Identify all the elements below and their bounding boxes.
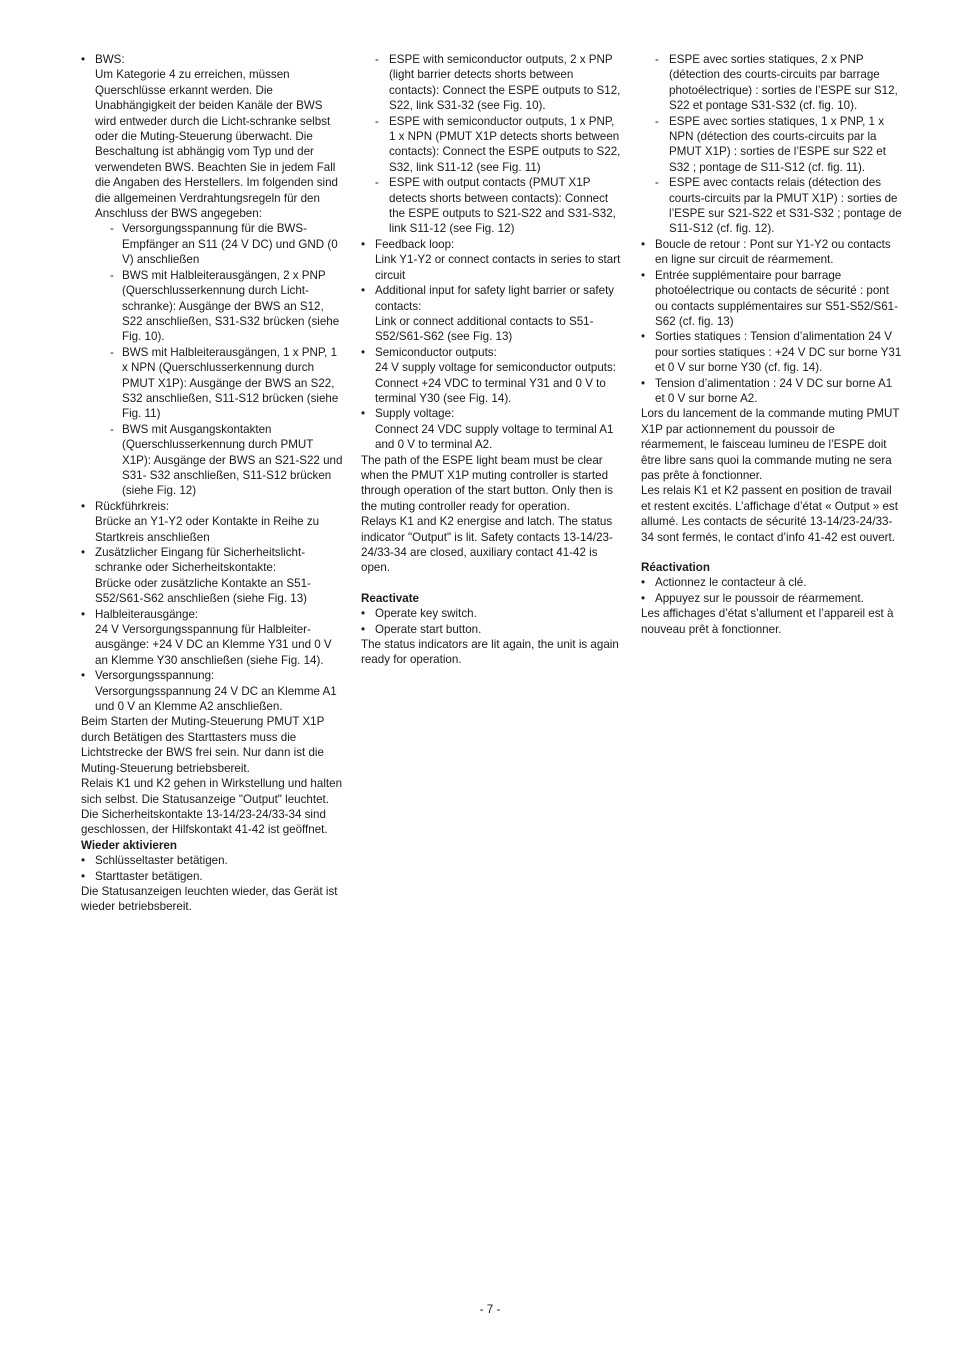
dash-item: - ESPE with semiconductor outputs, 1 x PNP, 1 x NPN (PMUT X1P detects shorts between contacts): Connect the ESPE outputs to S22, S32, link S11-12 (see Fig. 11)	[361, 114, 623, 176]
bullet-additional-input: • Entrée supplémentaire pour barrage photoélectrique ou contacts de sécurité : pont ou contacts supplémentaires sur S51-S52/S61-S62 (cf. fig. 13)	[641, 268, 903, 330]
additional-title: • Additional input for safety light barrier or safety contacts:	[375, 284, 615, 313]
reactivate-item: • Operate key switch.	[361, 606, 623, 621]
semi-title: • Halbleiterausgänge:	[95, 607, 199, 621]
paragraph-start: Beim Starten der Muting-Steuerung PMUT X1P durch Betätigen des Starttasters muss die Lichtstrecke der BWS frei sein. Nur dann ist die Muting-Steuerung betriebsbereit.	[81, 715, 325, 775]
spacer	[641, 545, 903, 560]
paragraph-relays: Relais K1 und K2 gehen in Wirkstellung und halten sich selbst. Die Statusanzeige "Output" leuchtet. Die Sicherheitskontakte 13-14/23-24/33-34 sind geschlossen, der Hilfskontakt 41-42 ist geöffnet.	[81, 777, 343, 837]
bullet-supply	[81, 668, 343, 714]
dash-item: - ESPE avec sorties statiques, 2 x PNP (détection des courts-circuits par barrage photoélectrique) : sorties de l’ESPE sur S12, S22 et pontage S31-S32 (cf. fig. 10).	[641, 52, 903, 114]
dash-item: - ESPE with semiconductor outputs, 2 x PNP (light barrier detects shorts between contacts): Connect the ESPE outputs to S12, S22, link S31-32 (see Fig. 10).	[361, 52, 623, 114]
paragraph-start: The path of the ESPE light beam must be clear when the PMUT X1P muting controller is started through operation of the start button. Only then is the muting controller ready for operation.	[361, 453, 613, 513]
feedback-title: • Feedback loop:	[375, 237, 455, 251]
paragraph-relays: Les relais K1 et K2 passent en position de travail et restent excités. L’affichage d’état « Output » est allumé. Les contacts de sécurité 13-14/23-24/33-34 sont fermés, le contact d’info 41-42 est ouvert.	[641, 484, 898, 544]
feedback-text: Brücke an Y1-Y2 oder Kontakte in Reihe zu Startkreis anschließen	[95, 515, 320, 544]
bullet-bws	[81, 52, 343, 221]
bullet-additional-input	[361, 283, 623, 345]
semi-title: • Semiconductor outputs:	[375, 345, 497, 359]
spacer	[361, 576, 623, 591]
bullet-supply: • Tension d’alimentation : 24 V DC sur borne A1 et 0 V sur borne A2.	[641, 376, 903, 407]
semi-text: 24 V Versorgungsspannung für Halbleiter-ausgänge: +24 V DC an Klemme Y31 und 0 V an Klemme Y30 anschließen (siehe Fig. 14).	[95, 623, 332, 667]
reactivate-item: • Schlüsseltaster betätigen.	[81, 853, 343, 868]
bullet-feedback	[81, 499, 343, 545]
dash-item: - BWS mit Ausgangskontakten (Querschlusserkennung durch PMUT X1P): Ausgänge der BWS an S21-S22 und S31- S32 anschließen, S11-S12 brücken (siehe Fig. 12)	[95, 422, 343, 499]
column-german	[81, 52, 343, 915]
additional-title: • Zusätzlicher Eingang für Sicherheitslicht-schranke oder Sicherheitskontakte:	[95, 546, 306, 575]
paragraph-relays: Relays K1 and K2 energise and latch. The status indicator "Output" is lit. Safety contacts 13-14/23-24/33-34 are closed, auxiliary contact 41-42 is open.	[361, 515, 613, 575]
supply-title: • Supply voltage:	[375, 407, 455, 421]
reactivate-item: • Appuyez sur le poussoir de réarmement.	[641, 591, 903, 606]
dash-item: - ESPE with output contacts (PMUT X1P detects shorts between contacts): Connect the ESPE outputs to S21-S22 and S31-S32, link S11-12 (see Fig. 12)	[361, 175, 623, 237]
dash-item: - ESPE avec sorties statiques, 1 x PNP, 1 x NPN (détection des courts-circuits par la PMUT X1P) : sorties de l’ESPE sur S22 et S32 ; pontage de S11-S12 (cf. fig. 11).	[641, 114, 903, 176]
reactivate-heading: Reactivate	[361, 591, 420, 605]
supply-title: • Versorgungsspannung:	[95, 669, 215, 683]
column-english	[361, 52, 623, 668]
supply-text: Versorgungsspannung 24 V DC an Klemme A1 und 0 V an Klemme A2 anschließen.	[95, 684, 337, 714]
dash-item: - Versorgungsspannung für die BWS-Empfänger an S11 (24 V DC) und GND (0 V) anschließen	[95, 221, 343, 267]
bws-title: • BWS:	[95, 53, 125, 66]
bullet-feedback	[361, 237, 623, 283]
reactivate-text: Les affichages d’état s’allument et l’appareil est à nouveau prêt à fonctionner.	[641, 607, 894, 636]
bullet-semiconductor	[361, 345, 623, 407]
dash-item: - BWS mit Halbleiterausgängen, 1 x PNP, 1 x NPN (Querschlusserkennung durch PMUT X1P): Ausgänge der BWS an S22, S32 anschließen, S11-S12 brücken (siehe Fig. 11)	[95, 345, 343, 422]
reactivate-text: Die Statusanzeigen leuchten wieder, das Gerät ist wieder betriebsbereit.	[81, 884, 338, 914]
bullet-feedback: • Boucle de retour : Pont sur Y1-Y2 ou contacts en ligne sur circuit de réarmement.	[641, 237, 903, 268]
bws-text: Um Kategorie 4 zu erreichen, müssen Querschlüsse erkannt werden. Die Unabhängigkeit der beiden Kanäle der BWS wird entweder durch die Licht-schranke selbst oder die Muting-Steuerung überwacht. Die Beschaltung ist abhängig vom Typ und der verwendeten BWS. Beachten Sie in jedem Fall die Angaben des Herstellers. Im folgenden sind die allgemeinen Verdrahtungsregeln für den Anschluss der BWS angegeben:	[95, 68, 338, 221]
feedback-title: • Rückführkreis:	[95, 499, 170, 513]
reactivate-text: The status indicators are lit again, the unit is again ready for operation.	[361, 638, 619, 667]
reactivate-item: • Operate start button.	[361, 622, 623, 637]
bullet-supply	[361, 406, 623, 452]
reactivate-item: • Actionnez le contacteur à clé.	[641, 575, 903, 590]
supply-text: Connect 24 VDC supply voltage to terminal A1 and 0 V to terminal A2.	[375, 422, 614, 452]
bullet-semiconductor: • Sorties statiques : Tension d’alimentation 24 V pour sorties statiques : +24 V DC sur borne Y31 et 0 V sur borne Y30 (cf. fig. 14).	[641, 329, 903, 375]
additional-text: Link or connect additional contacts to S51-S52/S61-S62 (see Fig. 13)	[375, 314, 594, 344]
dash-item: - ESPE avec contacts relais (détection des courts-circuits par la PMUT X1P) : sorties de l’ESPE sur S21-S22 et S31-S32 ; pontage de S11-S12 (cf. fig. 12).	[641, 175, 903, 237]
reactivate-item: • Starttaster betätigen.	[81, 869, 343, 884]
reactivate-heading: Réactivation	[641, 561, 710, 574]
column-french	[641, 52, 903, 637]
page-number: - 7 -	[479, 1303, 501, 1316]
paragraph-start: Lors du lancement de la commande muting PMUT X1P par actionnement du poussoir de réarmement, le faisceau lumineu de l’ESPE doit être libre sans quoi la commande muting ne sera pas prête à fonctionner.	[641, 407, 900, 482]
bullet-additional-input	[81, 545, 343, 607]
additional-text: Brücke oder zusätzliche Kontakte an S51-S52/S61-S62 anschließen (siehe Fig. 13)	[95, 576, 311, 606]
feedback-text: Link Y1-Y2 or connect contacts in series to start circuit	[375, 253, 621, 282]
bullet-semiconductor	[81, 607, 343, 669]
dash-item: - BWS mit Halbleiterausgängen, 2 x PNP (Querschlusserkennung durch Licht-schranke): Ausgänge der BWS an S12, S22 anschließen, S31-S32 brücken (siehe Fig. 10).	[95, 268, 343, 345]
semi-text: 24 V supply voltage for semiconductor outputs: Connect +24 VDC to terminal Y31 and 0 V to terminal Y30 (see Fig. 14).	[375, 361, 617, 405]
reactivate-heading: Wieder aktivieren	[81, 838, 177, 852]
